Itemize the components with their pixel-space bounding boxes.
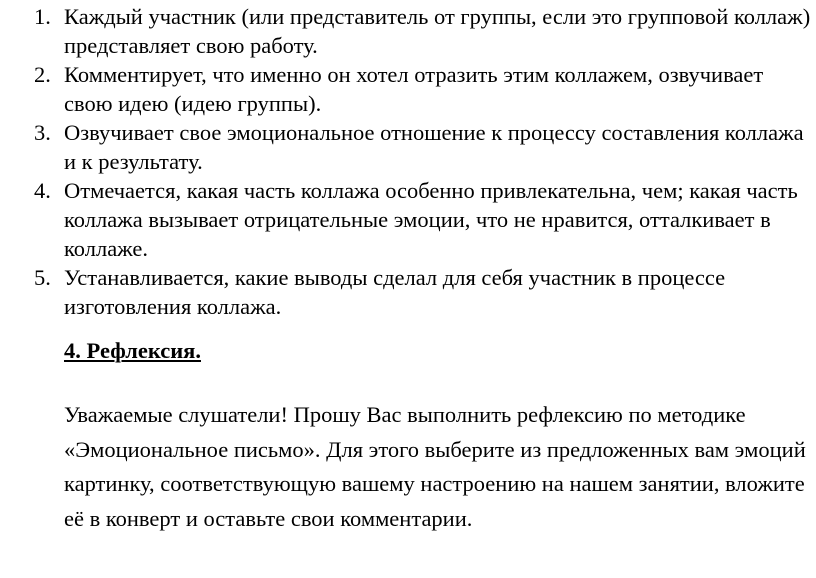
numbered-list xyxy=(0,2,816,321)
list-item xyxy=(0,263,816,321)
list-item-text: Комментирует, что именно он хотел отразить этим коллажем, озвучивает свою идею (идею группы). xyxy=(64,62,764,116)
list-item-text: Каждый участник (или представитель от группы, если это групповой коллаж) представляет свою работу. xyxy=(64,4,811,58)
list-item-text: Отмечается, какая часть коллажа особенно привлекательна, чем; какая часть коллажа вызывает отрицательные эмоции, что не нравится, отталкивает в коллаже. xyxy=(64,178,798,261)
list-item-number: 4. xyxy=(34,178,51,203)
list-item-text: Озвучивает свое эмоциональное отношение к процессу составления коллажа и к результату. xyxy=(64,120,804,174)
list-item-text: Устанавливается, какие выводы сделал для себя участник в процессе изготовления коллажа. xyxy=(64,265,726,319)
list-item xyxy=(0,2,816,60)
section-heading: 4. Рефлексия. xyxy=(64,338,201,363)
list-item xyxy=(0,176,816,263)
list-item xyxy=(0,118,816,176)
body-paragraph: Уважаемые слушатели! Прошу Вас выполнить рефлексию по методике «Эмоциональное письмо». Для этого выберите из предложенных вам эмоций картинку, соответствующую вашему настроению на нашем занятии, вложите её в конверт и оставьте свои комментарии. xyxy=(64,402,806,531)
list-item xyxy=(0,60,816,118)
list-item-number: 2. xyxy=(34,62,51,87)
list-item-number: 1. xyxy=(34,4,51,29)
list-item-number: 3. xyxy=(34,120,51,145)
list-item-number: 5. xyxy=(34,265,51,290)
